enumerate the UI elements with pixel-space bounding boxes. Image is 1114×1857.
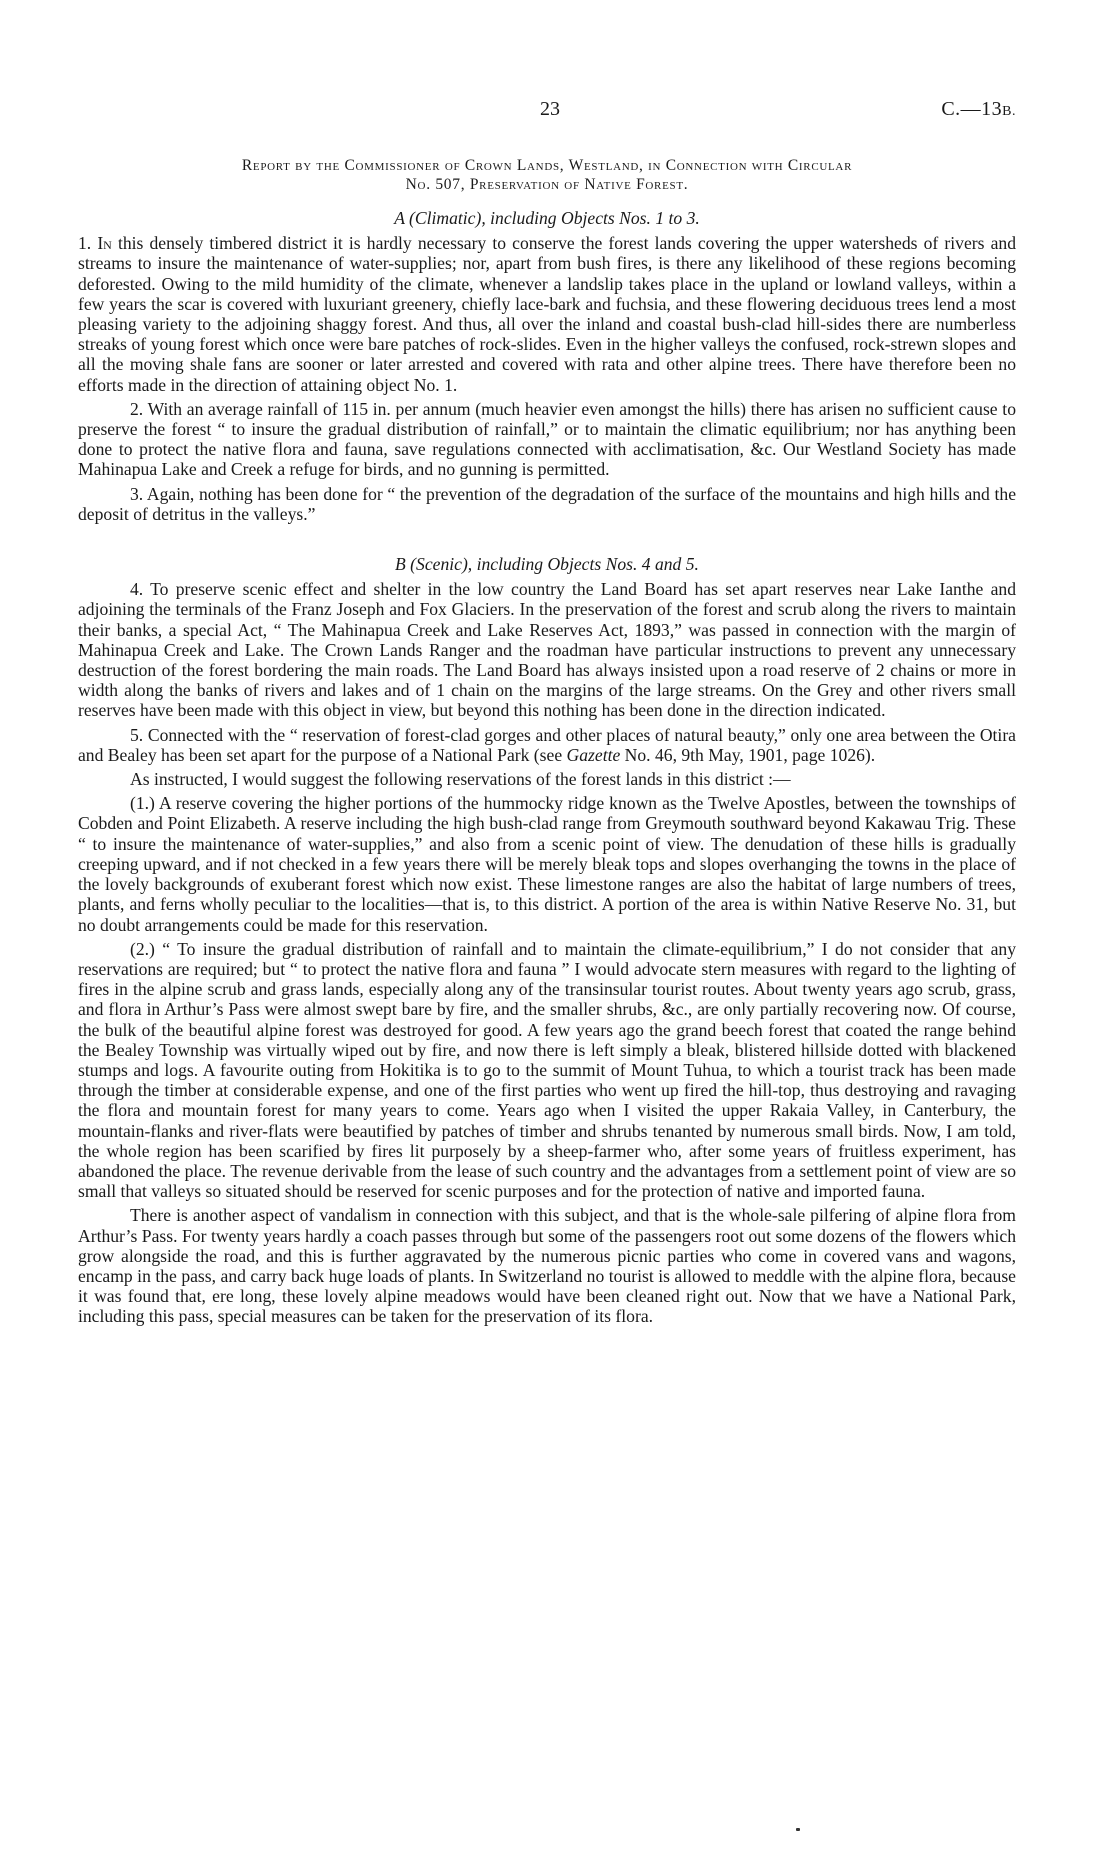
paragraph-5-text-a: 5. Connected with the “ reservation of forest-clad gorges and other places of natural beauty,” only one area between the Otira and Bealey has been set apart for the purpose of a National Park (see bbox=[78, 724, 1016, 765]
paragraph-8: (2.) “ To insure the gradual distribution of rainfall and to maintain the climate-equilibrium,” I do not consider that any reservations are required; but “ to protect the native flora and fauna ” I would advocate stern measures with regard to the lighting of fires in the alpine scrub and grass lands, especially along any of the transinsular tourist routes. About twenty years ago scrub, grass, and flora in Arthur’s Pass were almost swept bare by fire, and the smaller shrubs, &c., are only partially recovering now. Of course, the bulk of the beautiful alpine forest was destroyed for good. A few years ago the grand beech forest that coated the range behind the Bealey Township was virtually wiped out by fire, and now there is left simply a bleak, blistered hillside dotted with blackened stumps and logs. A favourite outing from Hokitika is to go to the summit of Mount Tuhua, to which a tourist track has been made through the timber at considerable expense, and one of the first parties who went up fired the hill-top, thus destroying and ravaging the flora and mountain forest for many years to come. Years ago when I visited the upper Rakaia Valley, in Canterbury, the mountain-flanks and river-flats were beautified by patches of timber and shrubs tenanted by numerous small birds. Now, I am told, the whole region has been scarified by fires lit purposely by a sheep-farmer who, after some years of fruitless experiment, has abandoned the place. The revenue derivable from the lease of such country and the advantages from a settlement point of view are so small that valleys so situated should be reserved for scenic purposes and for the protection of native and imported fauna. bbox=[78, 938, 1016, 1202]
document-reference bbox=[870, 98, 1016, 121]
section-b-heading: B (Scenic), including Objects Nos. 4 and 5. bbox=[395, 554, 699, 575]
document-reference-suffix: B. bbox=[1002, 104, 1016, 119]
paragraph-5-text-b: No. 46, 9th May, 1901, page 1026). bbox=[620, 744, 876, 765]
report-title-line-1: Report by the Commissioner of Crown Lands, Westland, in Connection with Circular bbox=[241, 157, 853, 174]
paragraph-7: (1.) A reserve covering the higher portions of the hummocky ridge known as the Twelve Apostles, between the townships of Cobden and Point Elizabeth. A reserve including the high bush-clad range from Greymouth southward beyond Kakawau Trig. These “ to insure the maintenance of water-supplies,” and also from a scenic point of view. The denudation of these hills is gradually creeping upward, and if not checked in a few years there will be merely bleak tops and slopes overhanging the towns in the place of the lovely backgrounds of exuberant forest which now exist. These limestone ranges are also the habitat of large numbers of trees, plants, and ferns wholly peculiar to the localities—that is, to this district. A portion of the area is within Native Reserve No. 31, but no doubt arrangements could be made for this reservation. bbox=[78, 793, 1016, 935]
page-number: 23 bbox=[540, 98, 560, 120]
paragraph-1 bbox=[78, 233, 1016, 395]
report-title-line-2: No. 507, Preservation of Native Forest. bbox=[405, 176, 689, 193]
document-reference-main: C.—13 bbox=[941, 98, 1003, 120]
paragraph-1-text: this densely timbered district it is hardly necessary to conserve the forest lands covering the upper watersheds of rivers and streams to insure the maintenance of water-supplies; nor, apart from bush fires, is there any likelihood of these regions becoming deforested. Owing to the mild humidity of the climate, whenever a landslip takes place in the upland or lowland valleys, within a few years the scar is covered with luxuriant greenery, chiefly lace-bark and fuchsia, and these flowering deciduous trees lend a most pleasing variety to the adjoining shaggy forest. And thus, all over the inland and coastal bush-clad hill-sides there are numberless streaks of young forest which once were bare patches of rock-slides. Even in the higher valleys the confused, rock-strewn slopes and all the moving shale fans are sooner or later arrested and covered with rata and other alpine trees. There have therefore been no efforts made in the direction of attaining object No. 1. bbox=[78, 233, 1016, 395]
section-a-heading: A (Climatic), including Objects Nos. 1 to 3. bbox=[394, 208, 700, 228]
paragraph-2: 2. With an average rainfall of 115 in. per annum (much heavier even amongst the hills) there has arisen no sufficient cause to preserve the forest “ to insure the gradual distribution of rainfall,” or to maintain the climatic equilibrium; nor has anything been done to protect the native flora and fauna, save regulations connected with acclimatisation, &c. Our Westland Society has made Mahinapua Lake and Creek a refuge for birds, and no gunning is permitted. bbox=[78, 398, 1016, 480]
paragraph-5 bbox=[78, 725, 1016, 765]
paragraph-6: As instructed, I would suggest the following reservations of the forest lands in this district :— bbox=[130, 769, 791, 790]
paragraph-3: 3. Again, nothing has been done for “ the prevention of the degradation of the surface of the mountains and high hills and the deposit of detritus in the valleys.” bbox=[78, 483, 1016, 524]
document-body bbox=[78, 156, 1016, 1331]
paragraph-9: There is another aspect of vandalism in connection with this subject, and that is the whole-sale pilfering of alpine flora from Arthur’s Pass. For twenty years hardly a coach passes through but some of the passengers root out some dozens of the flowers which grow alongside the road, and this is further aggravated by the numerous picnic parties who come in covered vans and wagons, encamp in the pass, and carry back huge loads of plants. In Switzerland no tourist is allowed to meddle with the alpine flora, because it was found that, ere long, these lovely alpine meadows would have been cleaned right out. Now that we have a National Park, including this pass, special measures can be taken for the preservation of its flora. bbox=[78, 1205, 1016, 1327]
paragraph-1-lead: 1. In bbox=[78, 233, 112, 254]
print-speck bbox=[796, 1828, 800, 1831]
gazette-reference: Gazette bbox=[566, 744, 621, 765]
paragraph-4: 4. To preserve scenic effect and shelter in the low country the Land Board has set apart reserves near Lake Ianthe and adjoining the terminals of the Franz Joseph and Fox Glaciers. In the preservation of the forest and scrub along the rivers to maintain their banks, a special Act, “ The Mahinapua Creek and Lake Reserves Act, 1893,” was passed in connection with the margin of Mahinapua Creek and Lake. The Crown Lands Ranger and the roadman have particular instructions to prevent any unnecessary destruction of the forest bordering the main roads. The Land Board has always insisted upon a road reserve of 2 chains or more in width along the banks of rivers and lakes and of 1 chain on the margins of the large streams. On the Grey and other rivers small reserves have been made with this object in view, but beyond this nothing has been done in the direction indicated. bbox=[78, 579, 1016, 721]
